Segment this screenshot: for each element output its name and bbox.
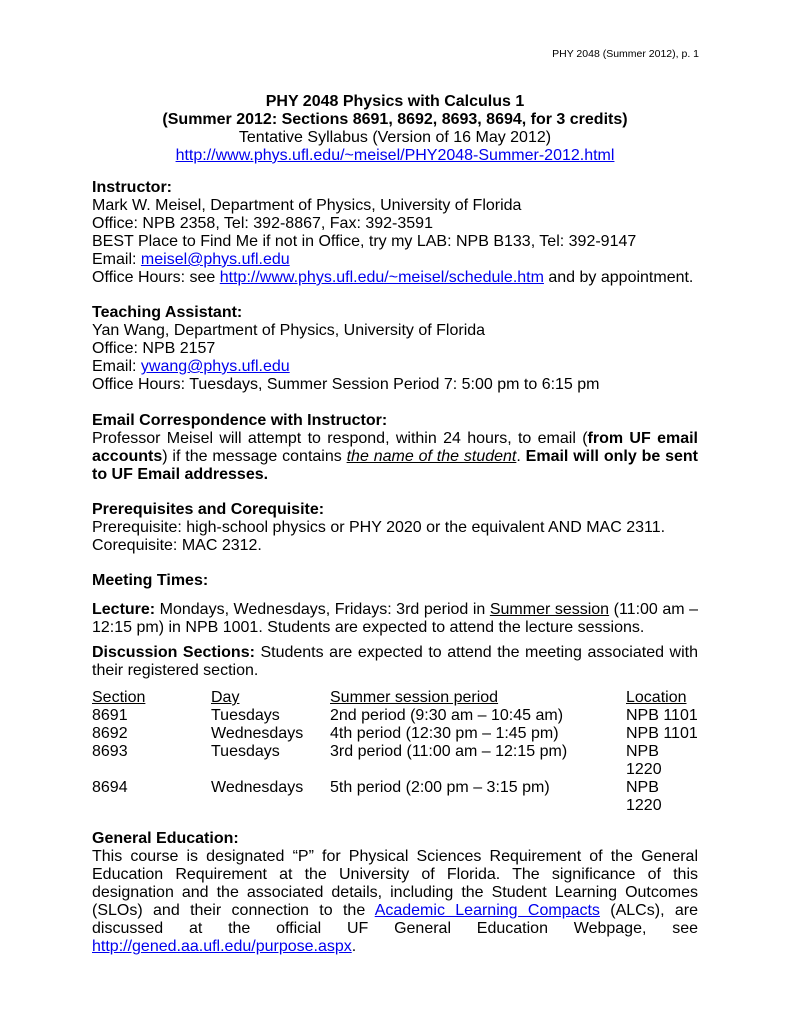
document-body <box>92 93 698 956</box>
table-header: Section Day Summer session period Location <box>92 689 687 706</box>
ta-section <box>92 304 698 394</box>
corequisite: Corequisite: MAC 2312. <box>92 537 262 554</box>
alc-link[interactable]: Academic Learning Compacts <box>374 902 600 919</box>
gened-heading: General Education: <box>92 830 239 847</box>
hours-label: Office Hours: see <box>92 269 220 286</box>
instructor-email-link[interactable]: meisel@phys.ufl.edu <box>140 251 290 268</box>
ta-name: Yan Wang, Department of Physics, University of Florida <box>92 322 486 339</box>
title-block <box>92 93 698 165</box>
instructor-lab: BEST Place to Find Me if not in Office, try my LAB: NPB B133, Tel: 392-9147 <box>92 233 637 250</box>
ta-office: Office: NPB 2157 <box>92 340 216 357</box>
table-row: 8694 Wednesdays 5th period (2:00 pm – 3:15 pm) NPB 1220 <box>92 779 662 814</box>
instructor-heading: Instructor: <box>92 179 172 196</box>
instructor-office: Office: NPB 2358, Tel: 392-8867, Fax: 392-3591 <box>92 215 433 232</box>
meeting-heading: Meeting Times: <box>92 572 209 589</box>
email-policy: Professor Meisel will attempt to respond, within 24 hours, to email (from UF email accounts) if the message contains the name of the student. Email will only be sent to UF Email addresses. <box>92 430 699 483</box>
course-subtitle: (Summer 2012: Sections 8691, 8692, 8693, 8694, for 3 credits) <box>162 111 628 128</box>
instructor-section <box>92 179 698 287</box>
table-row: 8693 Tuesdays 3rd period (11:00 am – 12:15 pm) NPB 1220 <box>92 743 662 778</box>
discussion-info: Discussion Sections: Students are expected to attend the meeting associated with their registered section. <box>92 644 698 679</box>
page-header: PHY 2048 (Summer 2012), p. 1 <box>552 48 699 60</box>
course-url-link[interactable]: http://www.phys.ufl.edu/~meisel/PHY2048-Summer-2012.html <box>175 147 615 164</box>
gened-text: This course is designated “P” for Physical Sciences Requirement of the General Education Requirement at the University of Florida. The significance of this designation and the associated details, including the Student Learning Outcomes (SLOs) and their connection to the Academic Learning Compacts (ALCs), are discussed at the official UF General Education Webpage, see http://gened.aa.ufl.edu/purpose.aspx. <box>92 848 698 955</box>
table-row: 8691 Tuesdays 2nd period (9:30 am – 10:45 am) NPB 1101 <box>92 707 698 724</box>
gened-section <box>92 830 698 956</box>
ta-heading: Teaching Assistant: <box>92 304 243 321</box>
email-label: Email: <box>92 251 141 268</box>
table-row: 8692 Wednesdays 4th period (12:30 pm – 1:45 pm) NPB 1101 <box>92 725 698 742</box>
lecture-info: Lecture: Mondays, Wednesdays, Fridays: 3rd period in Summer session (11:00 am – 12:15 pm) in NPB 1001. Students are expected to attend the lecture sessions. <box>92 601 699 636</box>
ta-email-link[interactable]: ywang@phys.ufl.edu <box>140 358 290 375</box>
gened-url-link[interactable]: http://gened.aa.ufl.edu/purpose.aspx <box>92 938 352 955</box>
prereq-heading: Prerequisites and Corequisite: <box>92 501 325 518</box>
hours-suffix: and by appointment. <box>543 269 694 286</box>
email-section <box>92 412 698 484</box>
prerequisite: Prerequisite: high-school physics or PHY 2020 or the equivalent AND MAC 2311. <box>92 519 666 536</box>
ta-hours: Office Hours: Tuesdays, Summer Session Period 7: 5:00 pm to 6:15 pm <box>92 376 600 393</box>
ta-email-label: Email: <box>92 358 141 375</box>
prereq-section <box>92 501 698 555</box>
email-heading: Email Correspondence with Instructor: <box>92 412 388 429</box>
sections-table <box>92 689 698 815</box>
schedule-link[interactable]: http://www.phys.ufl.edu/~meisel/schedule.htm <box>219 269 544 286</box>
course-title: PHY 2048 Physics with Calculus 1 <box>265 93 525 110</box>
meeting-section <box>92 572 698 815</box>
syllabus-version: Tentative Syllabus (Version of 16 May 2012) <box>238 129 552 146</box>
instructor-name: Mark W. Meisel, Department of Physics, University of Florida <box>92 197 522 214</box>
